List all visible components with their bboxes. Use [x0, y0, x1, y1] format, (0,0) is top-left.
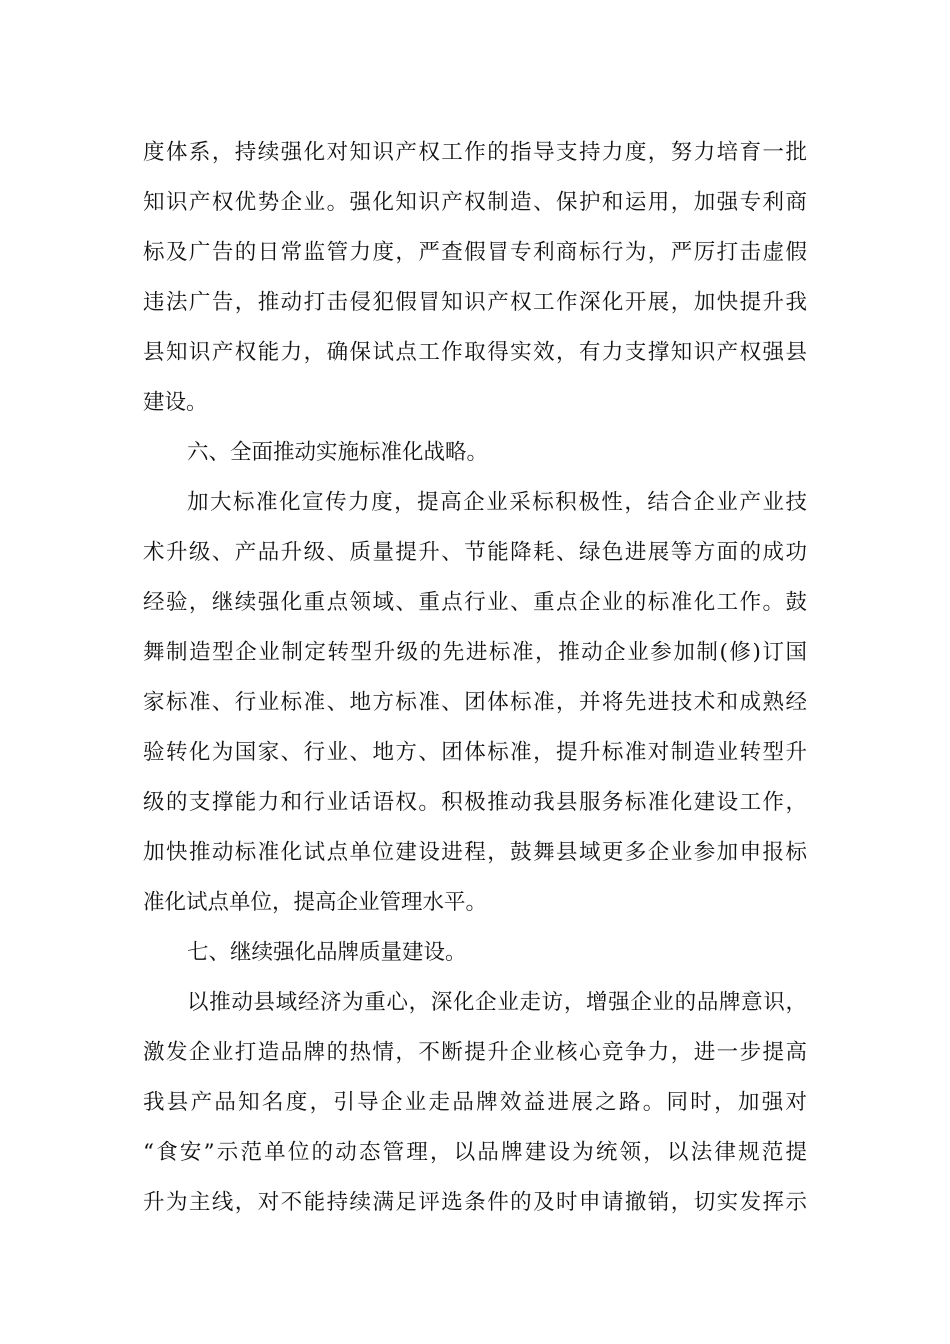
body-line: 激发企业打造品牌的热情，不断提升企业核心竞争力，进一步提高 [143, 1040, 807, 1065]
body-line: “食安”示范单位的动态管理，以品牌建设为统领，以法律规范提 [143, 1140, 807, 1165]
body-line: 以推动县域经济为重心，深化企业走访，增强企业的品牌意识， [187, 990, 807, 1015]
body-line: 准化试点单位，提高企业管理水平。 [143, 890, 488, 915]
body-line: 我县产品知名度，引导企业走品牌效益进展之路。同时，加强对 [143, 1090, 807, 1115]
body-line: 舞制造型企业制定转型升级的先进标准，推动企业参加制(修)订国 [143, 640, 807, 665]
section-heading: 六、全面推动实施标准化战略。 [187, 440, 489, 465]
body-line: 知识产权优势企业。强化知识产权制造、保护和运用，加强专利商 [143, 190, 807, 215]
body-line: 县知识产权能力，确保试点工作取得实效，有力支撑知识产权强县 [143, 340, 807, 365]
body-line: 建设。 [143, 390, 208, 415]
body-line: 加快推动标准化试点单位建设进程，鼓舞县域更多企业参加申报标 [143, 840, 807, 865]
document-body [143, 128, 807, 1228]
body-line: 违法广告，推动打击侵犯假冒知识产权工作深化开展，加快提升我 [143, 290, 807, 315]
body-line: 标及广告的日常监管力度，严查假冒专利商标行为，严厉打击虚假 [143, 240, 807, 265]
body-line: 升为主线，对不能持续满足评选条件的及时申请撤销，切实发挥示 [143, 1190, 807, 1215]
body-line: 验转化为国家、行业、地方、团体标准，提升标准对制造业转型升 [143, 740, 807, 765]
section-heading: 七、继续强化品牌质量建设。 [187, 940, 467, 965]
body-line: 家标准、行业标准、地方标准、团体标准，并将先进技术和成熟经 [143, 690, 807, 715]
body-line: 度体系，持续强化对知识产权工作的指导支持力度，努力培育一批 [143, 140, 807, 165]
body-line: 术升级、产品升级、质量提升、节能降耗、绿色进展等方面的成功 [143, 540, 807, 565]
body-line: 加大标准化宣传力度，提高企业采标积极性，结合企业产业技 [187, 490, 807, 515]
body-line: 经验，继续强化重点领域、重点行业、重点企业的标准化工作。鼓 [143, 590, 807, 615]
body-line: 级的支撑能力和行业话语权。积极推动我县服务标准化建设工作， [143, 790, 807, 815]
